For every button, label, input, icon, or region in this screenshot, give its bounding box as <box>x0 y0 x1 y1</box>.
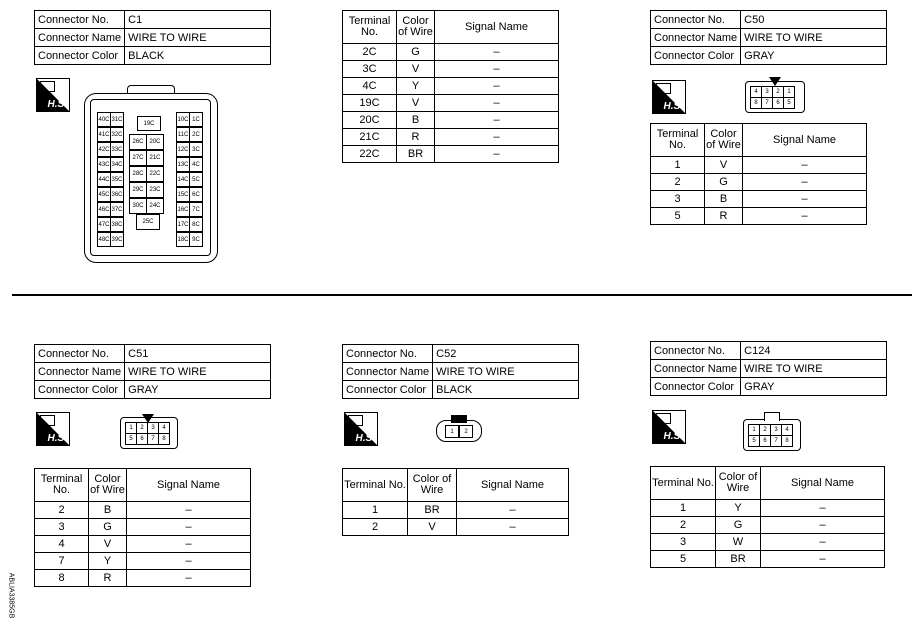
col-terminal-no: Terminal No. <box>35 469 89 502</box>
col-signal-name: Signal Name <box>743 124 867 157</box>
pin-cell: 2 <box>772 86 784 98</box>
table-row <box>35 502 251 519</box>
lock-tab-icon <box>769 77 781 86</box>
label-connector-name: Connector Name <box>35 363 125 381</box>
pin-cell: 5 <box>125 433 137 445</box>
pin-cell: 16C <box>176 202 190 217</box>
lock-tab-icon <box>451 415 467 423</box>
col-color-of-wire: Color of Wire <box>89 469 127 502</box>
signal-name-cell: – <box>761 551 885 568</box>
terminal-cell: 4 <box>35 536 89 553</box>
connector-info-c1 <box>34 10 271 65</box>
col-color-of-wire: Color of Wire <box>705 124 743 157</box>
pin-table-c50 <box>650 123 867 225</box>
pin-cell: 5C <box>189 172 203 187</box>
pin-cell: 21C <box>146 150 164 166</box>
terminal-cell: 20C <box>343 112 397 129</box>
wire-color-cell: V <box>397 95 435 112</box>
table-row <box>651 174 867 191</box>
pin-table-c124 <box>650 466 885 568</box>
pin-cell: 6 <box>136 433 148 445</box>
pin-cell: 18C <box>176 232 190 247</box>
connector-info-c52 <box>342 344 579 399</box>
wire-color-cell: G <box>397 44 435 61</box>
pin-cell: 33C <box>110 142 124 157</box>
pin-cell: 4C <box>189 157 203 172</box>
connector-info-c50 <box>650 10 887 65</box>
pin-cell: 8 <box>750 97 762 109</box>
terminal-cell: 7 <box>35 553 89 570</box>
pin-cell: 23C <box>146 182 164 198</box>
signal-name-cell: – <box>127 519 251 536</box>
pin-cell: 1 <box>125 422 137 434</box>
signal-name-cell: – <box>457 519 569 536</box>
signal-name-cell: – <box>127 570 251 587</box>
table-row <box>343 146 559 163</box>
connector-no-value: C51 <box>125 345 271 363</box>
label-connector-no: Connector No. <box>35 11 125 29</box>
signal-name-cell: – <box>435 61 559 78</box>
label-connector-no: Connector No. <box>651 11 741 29</box>
connector-name-value: WIRE TO WIRE <box>125 363 271 381</box>
terminal-cell: 3 <box>651 534 716 551</box>
terminal-cell: 2C <box>343 44 397 61</box>
label-connector-color: Connector Color <box>35 47 125 65</box>
pin-cell: 6 <box>759 435 771 447</box>
connector-no-value: C124 <box>741 342 887 360</box>
pin-cell: 39C <box>110 232 124 247</box>
signal-name-cell: – <box>743 174 867 191</box>
connector-info-c124 <box>650 341 887 396</box>
terminal-cell: 2 <box>651 517 716 534</box>
col-signal-name: Signal Name <box>761 467 885 500</box>
hs-label: H.S. <box>355 433 375 444</box>
pin-cell: 38C <box>110 217 124 232</box>
label-connector-name: Connector Name <box>651 29 741 47</box>
pin-cell: 7 <box>147 433 159 445</box>
table-row <box>343 502 569 519</box>
harness-side-icon <box>36 412 70 446</box>
table-row <box>651 157 867 174</box>
wire-color-cell: Y <box>716 500 761 517</box>
table-row <box>343 61 559 78</box>
signal-name-cell: – <box>761 500 885 517</box>
signal-name-cell: – <box>435 78 559 95</box>
lock-tab-icon <box>764 412 780 421</box>
connector-color-value: GRAY <box>125 381 271 399</box>
wire-color-cell: B <box>705 191 743 208</box>
pin-cell: 34C <box>110 157 124 172</box>
pin-cell: 3C <box>189 142 203 157</box>
signal-name-cell: – <box>435 129 559 146</box>
pin-cell: 26C <box>129 134 147 150</box>
label-connector-color: Connector Color <box>651 378 741 396</box>
wire-color-cell: R <box>89 570 127 587</box>
terminal-cell: 5 <box>651 208 705 225</box>
table-row <box>343 112 559 129</box>
pin-cell: 19C <box>137 116 161 131</box>
signal-name-cell: – <box>435 44 559 61</box>
table-row <box>343 95 559 112</box>
col-terminal-no: Terminal No. <box>343 469 408 502</box>
label-connector-name: Connector Name <box>35 29 125 47</box>
label-connector-no: Connector No. <box>35 345 125 363</box>
pin-cell: 7 <box>770 435 782 447</box>
terminal-cell: 22C <box>343 146 397 163</box>
label-connector-name: Connector Name <box>651 360 741 378</box>
wire-color-cell: V <box>89 536 127 553</box>
table-row <box>651 517 885 534</box>
label-connector-no: Connector No. <box>343 345 433 363</box>
pin-cell: 4 <box>158 422 170 434</box>
table-row <box>343 78 559 95</box>
connector-no-value: C1 <box>125 11 271 29</box>
connector-face-c52 <box>436 420 482 442</box>
pin-cell: 15C <box>176 187 190 202</box>
col-terminal-no: Terminal No. <box>651 124 705 157</box>
wire-color-cell: V <box>408 519 457 536</box>
signal-name-cell: – <box>435 95 559 112</box>
table-row <box>343 129 559 146</box>
pin-cell: 45C <box>97 187 111 202</box>
hs-label: H.S. <box>663 101 683 112</box>
pin-cell: 12C <box>176 142 190 157</box>
pin-cell: 8 <box>158 433 170 445</box>
pin-cell: 17C <box>176 217 190 232</box>
terminal-cell: 1 <box>651 157 705 174</box>
label-connector-color: Connector Color <box>651 47 741 65</box>
terminal-cell: 3C <box>343 61 397 78</box>
pin-cell: 11C <box>176 127 190 142</box>
terminal-cell: 8 <box>35 570 89 587</box>
terminal-cell: 1 <box>651 500 716 517</box>
wire-color-cell: V <box>397 61 435 78</box>
terminal-cell: 3 <box>651 191 705 208</box>
pin-cell: 30C <box>129 198 147 214</box>
signal-name-cell: – <box>761 534 885 551</box>
connector-name-value: WIRE TO WIRE <box>741 29 887 47</box>
pin-table-c52 <box>342 468 569 536</box>
pin-cell: 35C <box>110 172 124 187</box>
wire-color-cell: B <box>397 112 435 129</box>
pin-cell: 44C <box>97 172 111 187</box>
terminal-cell: 1 <box>343 502 408 519</box>
pin-cell: 43C <box>97 157 111 172</box>
col-terminal-no: Terminal No. <box>651 467 716 500</box>
wire-color-cell: BR <box>397 146 435 163</box>
connector-no-value: C50 <box>741 11 887 29</box>
terminal-cell: 21C <box>343 129 397 146</box>
pin-cell: 20C <box>146 134 164 150</box>
pin-cell: 4 <box>750 86 762 98</box>
pin-cell: 2 <box>136 422 148 434</box>
pin-cell: 41C <box>97 127 111 142</box>
connector-name-value: WIRE TO WIRE <box>433 363 579 381</box>
connector-info-c51 <box>34 344 271 399</box>
label-connector-color: Connector Color <box>35 381 125 399</box>
label-connector-name: Connector Name <box>343 363 433 381</box>
terminal-cell: 2 <box>343 519 408 536</box>
connector-face-c50 <box>745 81 805 113</box>
signal-name-cell: – <box>761 517 885 534</box>
table-row <box>35 536 251 553</box>
table-row <box>35 553 251 570</box>
pin-cell: 7 <box>761 97 773 109</box>
pin-cell: 37C <box>110 202 124 217</box>
pin-cell: 29C <box>129 182 147 198</box>
terminal-cell: 3 <box>35 519 89 536</box>
table-row <box>343 519 569 536</box>
harness-side-icon <box>344 412 378 446</box>
pin-cell: 7C <box>189 202 203 217</box>
pin-cell: 9C <box>189 232 203 247</box>
connector-face-c51 <box>120 417 178 449</box>
wire-color-cell: Y <box>89 553 127 570</box>
wire-color-cell: G <box>716 517 761 534</box>
pin-cell: 27C <box>129 150 147 166</box>
pin-cell: 8C <box>189 217 203 232</box>
terminal-cell: 4C <box>343 78 397 95</box>
terminal-cell: 2 <box>35 502 89 519</box>
harness-side-icon <box>652 80 686 114</box>
harness-side-icon <box>652 410 686 444</box>
signal-name-cell: – <box>127 536 251 553</box>
pin-cell: 47C <box>97 217 111 232</box>
pin-cell: 13C <box>176 157 190 172</box>
connector-no-value: C52 <box>433 345 579 363</box>
harness-side-icon <box>36 78 70 112</box>
pin-cell: 48C <box>97 232 111 247</box>
connector-face-c1 <box>84 93 218 263</box>
pin-cell: 22C <box>146 166 164 182</box>
col-terminal-no: Terminal No. <box>343 11 397 44</box>
connector-color-value: BLACK <box>125 47 271 65</box>
signal-name-cell: – <box>743 191 867 208</box>
col-signal-name: Signal Name <box>457 469 569 502</box>
table-row <box>343 44 559 61</box>
pin-cell: 5 <box>783 97 795 109</box>
signal-name-cell: – <box>457 502 569 519</box>
hs-label: H.S. <box>47 99 67 110</box>
figure-code: ABLIA3385GB <box>7 572 15 619</box>
label-connector-color: Connector Color <box>343 381 433 399</box>
pin-cell: 46C <box>97 202 111 217</box>
col-signal-name: Signal Name <box>435 11 559 44</box>
pin-cell: 5 <box>748 435 760 447</box>
col-color-of-wire: Color of Wire <box>408 469 457 502</box>
table-row <box>651 534 885 551</box>
pin-cell: 6 <box>772 97 784 109</box>
wire-color-cell: B <box>89 502 127 519</box>
signal-name-cell: – <box>743 157 867 174</box>
wire-color-cell: Y <box>397 78 435 95</box>
col-color-of-wire: Color of Wire <box>716 467 761 500</box>
pin-cell: 42C <box>97 142 111 157</box>
connector-name-value: WIRE TO WIRE <box>741 360 887 378</box>
pin-cell: 36C <box>110 187 124 202</box>
pin-table-c1 <box>342 10 559 163</box>
label-connector-no: Connector No. <box>651 342 741 360</box>
table-row <box>651 208 867 225</box>
pin-cell: 25C <box>136 214 160 230</box>
connector-color-value: GRAY <box>741 378 887 396</box>
terminal-cell: 19C <box>343 95 397 112</box>
pin-cell: 3 <box>770 424 782 436</box>
wire-color-cell: R <box>705 208 743 225</box>
connector-color-value: GRAY <box>741 47 887 65</box>
pin-cell: 2C <box>189 127 203 142</box>
signal-name-cell: – <box>127 502 251 519</box>
pin-cell: 3 <box>761 86 773 98</box>
pin-cell: 6C <box>189 187 203 202</box>
wire-color-cell: W <box>716 534 761 551</box>
wire-color-cell: BR <box>716 551 761 568</box>
wire-color-cell: G <box>89 519 127 536</box>
pin-cell: 28C <box>129 166 147 182</box>
pin-cell: 2 <box>459 425 473 438</box>
connector-color-value: BLACK <box>433 381 579 399</box>
pin-cell: 8 <box>781 435 793 447</box>
pin-cell: 10C <box>176 112 190 127</box>
pin-cell: 40C <box>97 112 111 127</box>
table-row <box>651 500 885 517</box>
signal-name-cell: – <box>743 208 867 225</box>
pin-cell: 32C <box>110 127 124 142</box>
pin-cell: 4 <box>781 424 793 436</box>
wire-color-cell: G <box>705 174 743 191</box>
terminal-cell: 2 <box>651 174 705 191</box>
wire-color-cell: R <box>397 129 435 146</box>
table-row <box>651 551 885 568</box>
pin-cell: 31C <box>110 112 124 127</box>
connector-face-c124 <box>743 419 801 451</box>
wire-color-cell: BR <box>408 502 457 519</box>
pin-cell: 24C <box>146 198 164 214</box>
signal-name-cell: – <box>127 553 251 570</box>
wire-color-cell: V <box>705 157 743 174</box>
pin-cell: 1 <box>748 424 760 436</box>
signal-name-cell: – <box>435 146 559 163</box>
table-row <box>35 519 251 536</box>
hs-label: H.S. <box>663 431 683 442</box>
col-color-of-wire: Color of Wire <box>397 11 435 44</box>
pin-cell: 3 <box>147 422 159 434</box>
signal-name-cell: – <box>435 112 559 129</box>
table-row <box>35 570 251 587</box>
section-divider <box>12 294 912 296</box>
col-signal-name: Signal Name <box>127 469 251 502</box>
table-row <box>651 191 867 208</box>
terminal-cell: 5 <box>651 551 716 568</box>
pin-cell: 1 <box>783 86 795 98</box>
pin-cell: 2 <box>759 424 771 436</box>
pin-table-c51 <box>34 468 251 587</box>
pin-cell: 14C <box>176 172 190 187</box>
pin-cell: 1C <box>189 112 203 127</box>
hs-label: H.S. <box>47 433 67 444</box>
pin-cell: 1 <box>445 425 459 438</box>
connector-name-value: WIRE TO WIRE <box>125 29 271 47</box>
